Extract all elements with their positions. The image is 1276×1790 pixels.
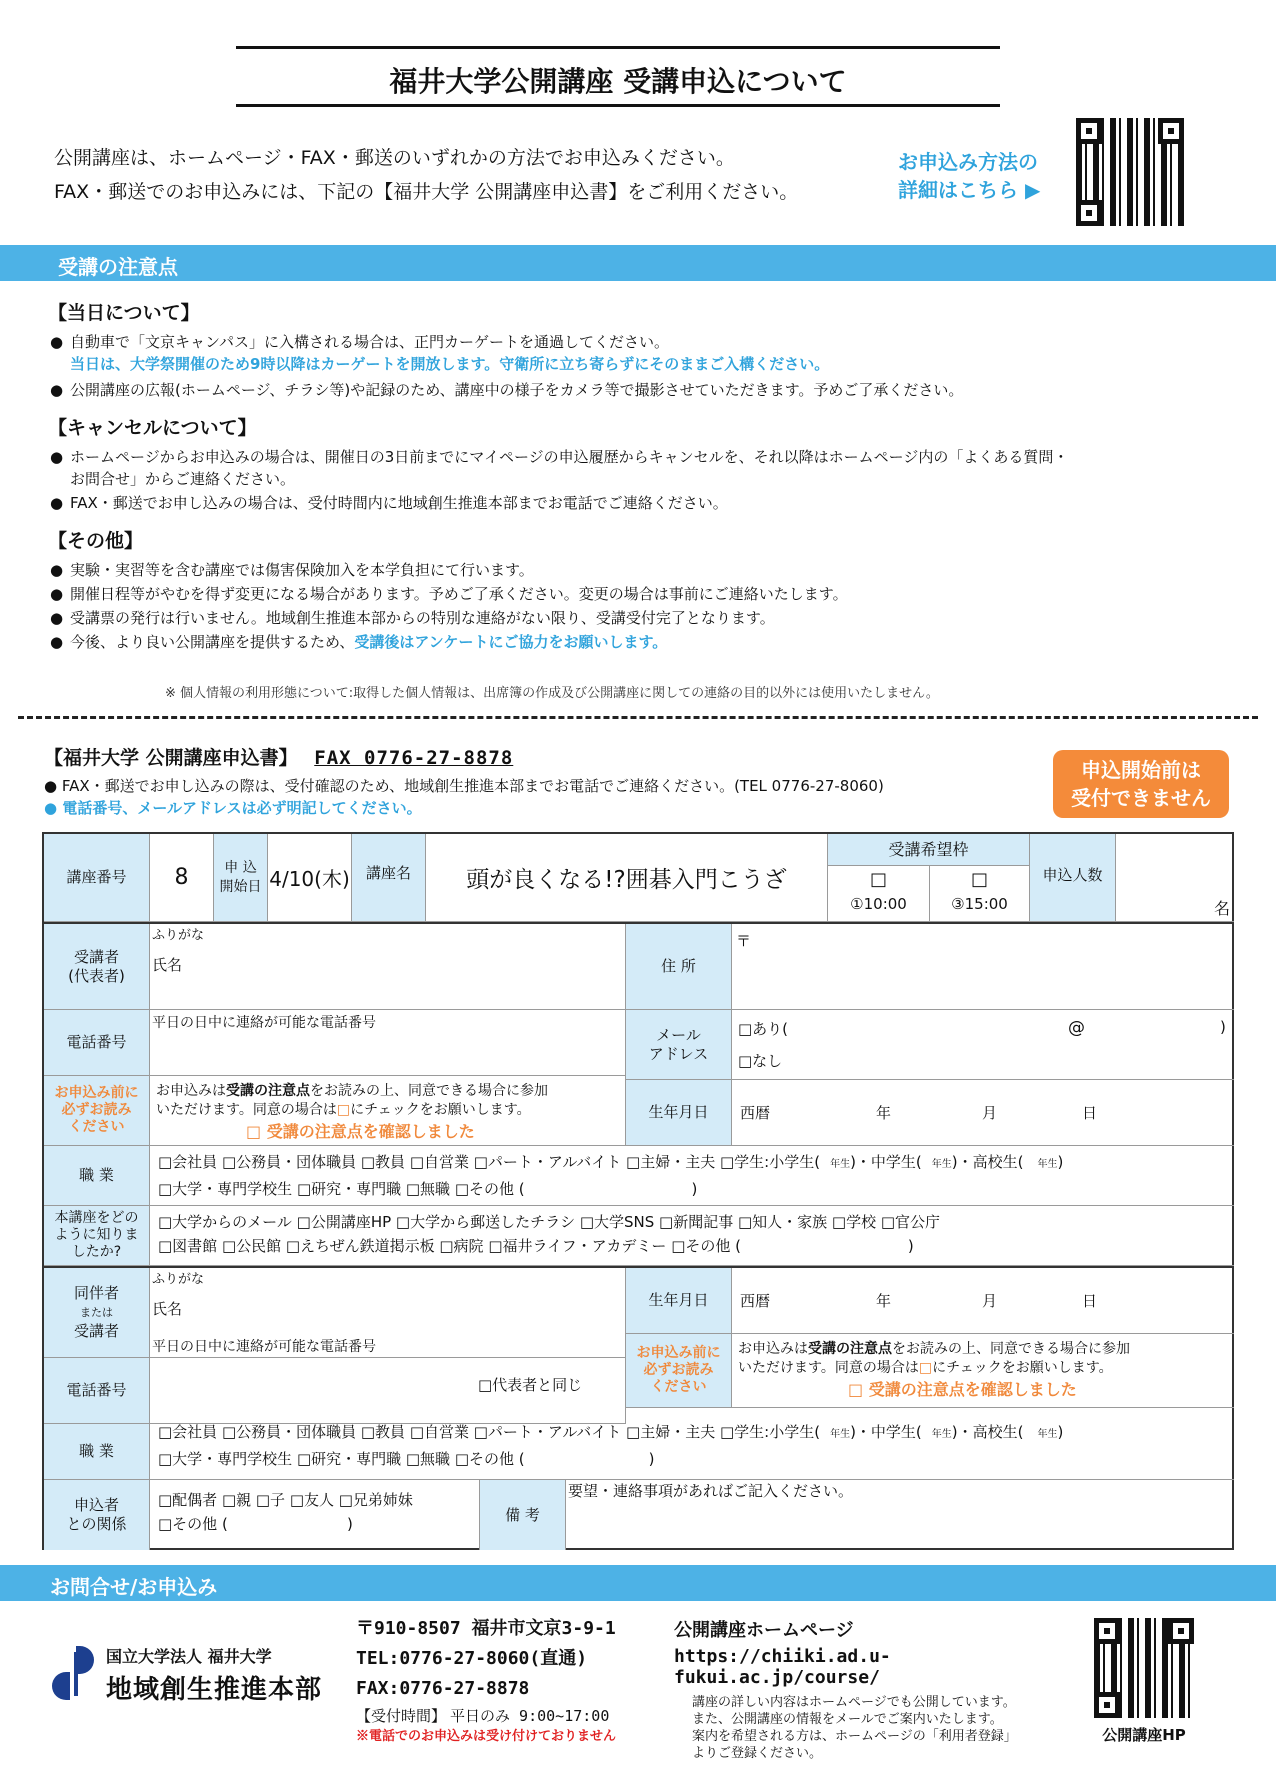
birth-day: 日 — [1082, 1104, 1098, 1122]
day-item-1-note: 当日は、大学祭開催のため9時以降はカーゲートを開放します。守衛所に立ち寄らずにそのままご入構ください。 — [70, 355, 830, 373]
not-accepted-badge — [1053, 750, 1229, 818]
contact-address: 〒910-8507 福井市文京3-9-1 — [356, 1618, 616, 1639]
count-unit: 名 — [1213, 899, 1230, 918]
application-note-2: ● 電話番号、メールアドレスは必ず明記してください。 — [44, 799, 422, 817]
source-options[interactable] — [150, 1206, 1234, 1266]
org-name — [106, 1644, 322, 1706]
birth-year: 年 — [876, 1104, 892, 1122]
companion-name: 氏名 — [152, 1300, 183, 1318]
org-line-2: 地域創生推進本部 — [106, 1675, 323, 1705]
count-value[interactable] — [1116, 834, 1234, 922]
contact-section-bar — [0, 1565, 1276, 1601]
badge-line-2: 受付できません — [1071, 786, 1211, 810]
homepage-info — [674, 1616, 1094, 1762]
phone-hint: 平日の日中に連絡が可能な電話番号 — [152, 1015, 376, 1031]
qr-finder-icon — [1094, 1618, 1120, 1644]
job-line-1: □会社員 □公務員・団体職員 □教員 □自営業 □パート・アルバイト □主婦・主夫 □学生:小学生( 年生)・中学生( 年生)・高校生( 年生) — [158, 1153, 1064, 1171]
email-label: メール アドレス — [626, 1010, 732, 1080]
source-label: 本講座をどの ように知りま したか? — [44, 1206, 150, 1266]
day-heading: 【当日について】 — [48, 302, 200, 324]
email-yes-option[interactable]: □あり( — [738, 1020, 789, 1038]
source-line-2: □図書館 □公民館 □えちぜん鉄道掲示板 □病院 □福井ライフ・アカデミー □その他 ( ) — [158, 1237, 914, 1255]
birth-month: 月 — [982, 1104, 998, 1122]
job-label: 職 業 — [44, 1146, 150, 1206]
source-line-1: □大学からのメール □公開講座HP □大学から郵送したチラシ □大学SNS □新聞記事 □知人・家族 □学校 □官公庁 — [158, 1213, 941, 1231]
remarks-label: 備 考 — [480, 1480, 566, 1550]
start-date-label: 申 込 開始日 — [214, 834, 268, 922]
birth-era: 西暦 — [740, 1104, 771, 1122]
application-notes — [44, 775, 1044, 819]
application-note-1: ● FAX・郵送でお申し込みの際は、受付確認のため、地域創生推進本部までお電話でご連絡ください。(TEL 0776-27-8060) — [44, 777, 884, 795]
name-label: 氏名 — [152, 956, 183, 974]
remarks-hint: 要望・連絡事項があればご記入ください。 — [568, 1482, 854, 1500]
application-form — [42, 832, 1234, 1550]
cancel-item-1-cont: お問合せ」からご連絡ください。 — [70, 470, 296, 488]
email-field[interactable] — [732, 1010, 1234, 1080]
other-item-4: ● 今後、より良い公開講座を提供するため、受講後はアンケートにご協力をお願いします。 — [50, 633, 668, 651]
contact-tel: TEL:0776-27-8060(直通) — [356, 1648, 588, 1669]
job-options[interactable] — [150, 1146, 1234, 1206]
email-no-option[interactable]: □なし — [738, 1052, 783, 1070]
application-title: 【福井大学 公開講座申込書】 — [44, 747, 298, 769]
course-name-label: 講座名 — [352, 834, 426, 922]
slot-2-label: ③15:00 — [951, 895, 1008, 913]
slot-1-checkbox[interactable]: □ — [869, 869, 887, 890]
course-name-value[interactable]: 頭が良くなる!?囲碁入門こうざ — [426, 834, 828, 922]
other-item-2: ● 開催日程等がやむを得ず変更になる場合があります。予めご了承ください。変更の場合は事前にご連絡いたします。 — [50, 585, 848, 603]
cancel-item-2: ● FAX・郵送でお申し込みの場合は、受付時間内に地域創生推進本部までお電話でご連絡ください。 — [50, 494, 728, 512]
intro-line-2: FAX・郵送でのお申込みには、下記の【福井大学 公開講座申込書】をご利用ください。 — [54, 181, 799, 203]
job-line-2: □大学・専門学校生 □研究・専門職 □無職 □その他 ( ) — [158, 1180, 698, 1198]
qr-finder-icon — [1076, 118, 1102, 144]
qr-link-line-2: 詳細はこちら ▶ — [898, 178, 1041, 202]
email-close: ) — [1220, 1018, 1226, 1036]
companion-furigana: ふりがな — [152, 1272, 205, 1287]
notes-section-title: 受講の注意点 — [58, 255, 178, 279]
other-item-3: ● 受講票の発行は行いません。地域創生推進本部からの特別な連絡がない限り、受講受付完了となります。 — [50, 609, 775, 627]
intro-line-1: 公開講座は、ホームページ・FAX・郵送のいずれかの方法でお申込みください。 — [54, 147, 735, 169]
companion-birth-label: 生年月日 — [626, 1268, 732, 1334]
qr-finder-icon — [1094, 1692, 1120, 1718]
remarks-field[interactable] — [566, 1480, 1234, 1550]
birth-field[interactable] — [732, 1080, 1234, 1146]
notes-body — [48, 298, 1248, 653]
cancel-item-1: ● ホームページからお申込みの場合は、開催日の3日前までにマイページの申込履歴からキャンセルを、それ以降はホームページ内の「よくある質問・ — [50, 448, 1069, 466]
homepage-url[interactable]: https://chiiki.ad.u-fukui.ac.jp/course/ — [674, 1646, 891, 1688]
start-date-value[interactable]: 4/10(木) — [268, 834, 352, 922]
applicant-name-field[interactable] — [150, 924, 626, 1010]
applicant-label: 受講者 (代表者) — [44, 924, 150, 1010]
slot-2[interactable] — [930, 866, 1030, 922]
consent-box — [150, 1076, 626, 1146]
phone-warning: ※電話でのお申込みは受け付けておりません — [356, 1729, 617, 1744]
homepage-notes: 講座の詳しい内容はホームページでも公開しています。 また、公開講座の情報をメールでご案内いたします。 案内を希望される方は、ホームページの「利用者登録」 よりご登録ください。 — [692, 1695, 1017, 1761]
course-no-value[interactable]: 8 — [150, 834, 214, 922]
birth-label: 生年月日 — [626, 1080, 732, 1146]
qr-code-icon[interactable] — [1094, 1618, 1194, 1718]
consent-checkbox[interactable]: □ 受講の注意点を確認しました — [246, 1122, 475, 1141]
address-field[interactable] — [732, 924, 1234, 1010]
slot-1-label: ①10:00 — [850, 895, 907, 913]
relation-label: 申込者 との関係 — [44, 1480, 150, 1550]
slot-label: 受講希望枠 — [828, 834, 1030, 866]
companion-consent-box: お申込みは受講の注意点をお読みの上、同意できる場合に参加 いただけます。同意の場合は□にチェックをお願いします。 □ 受講の注意点を確認しました — [732, 1334, 1234, 1408]
address-label: 住 所 — [626, 924, 732, 1010]
email-at: @ — [1068, 1018, 1085, 1038]
badge-line-1: 申込開始前は — [1081, 758, 1201, 782]
privacy-note: ※ 個人情報の利用形態について:取得した個人情報は、出席簿の作成及び公開講座に関しての連絡の目的以外には使用いたしません。 — [165, 686, 939, 701]
furigana-label: ふりがな — [152, 928, 205, 943]
qr-link-text[interactable] — [898, 148, 1058, 204]
consent-line-2: いただけます。同意の場合は□にチェックをお願いします。 — [156, 1102, 531, 1118]
contact-info — [356, 1614, 656, 1746]
qr-finder-icon — [1076, 200, 1102, 226]
qr-finder-icon — [1168, 1618, 1194, 1644]
org-line-1: 国立大学法人 福井大学 — [106, 1647, 272, 1666]
cut-line — [18, 716, 1258, 719]
page-title: 福井大学公開講座 受講申込について — [389, 65, 847, 98]
companion-phone-field[interactable]: 平日の日中に連絡が可能な電話番号 □代表者と同じ — [150, 1358, 626, 1424]
companion-job-options[interactable]: □会社員 □公務員・団体職員 □教員 □自営業 □パート・アルバイト □主婦・主夫 □学生:小学生( 年生)・中学生( 年生)・高校生( 年生) □大学・専門学校生 □研究・専門職 □無職 □その他 ( ) — [150, 1408, 1234, 1480]
qr-finder-icon — [1158, 118, 1184, 144]
cancel-heading: 【キャンセルについて】 — [48, 417, 257, 439]
must-read-label: お申込み前に 必ずお読み ください — [44, 1076, 150, 1146]
count-label: 申込人数 — [1030, 834, 1116, 922]
notes-section-bar — [0, 245, 1276, 281]
title-rule-bottom — [236, 104, 1000, 107]
application-heading — [44, 743, 513, 770]
title-rule-top — [236, 46, 1000, 49]
companion-must-read-label: お申込み前に 必ずお読み ください — [626, 1334, 732, 1408]
relation-options[interactable]: □配偶者 □親 □子 □友人 □兄弟姉妹 □その他 ( ) — [150, 1480, 480, 1550]
phone-label: 電話番号 — [44, 1010, 150, 1076]
course-no-label: 講座番号 — [44, 834, 150, 922]
qr-caption: 公開講座HP — [1102, 1726, 1186, 1744]
qr-link-line-1: お申込み方法の — [898, 150, 1038, 174]
day-item-1: ● 自動車で「文京キャンパス」に入構される場合は、正門カーゲートを通過してください。 — [50, 333, 669, 351]
companion-birth-field[interactable]: 西暦 年 月 日 — [732, 1268, 1234, 1334]
companion-phone-label: 電話番号 — [44, 1358, 150, 1424]
homepage-label: 公開講座ホームページ — [674, 1620, 854, 1641]
contact-section-title: お問合せ/お申込み — [50, 1575, 218, 1599]
postal-mark: 〒 — [736, 932, 752, 950]
application-fax: FAX 0776-27-8878 — [314, 747, 514, 769]
companion-label: 同伴者 または 受講者 — [44, 1268, 150, 1358]
university-logo-icon — [48, 1642, 98, 1704]
other-item-1: ● 実験・実習等を含む講座では傷害保険加入を本学負担にて行います。 — [50, 561, 534, 579]
qr-code-icon[interactable] — [1076, 118, 1184, 226]
intro-text — [54, 141, 894, 209]
phone-field[interactable] — [150, 1010, 626, 1076]
day-item-2: ● 公開講座の広報(ホームページ、チラシ等)や記録のため、講座中の様子をカメラ等で撮影させていただきます。予めご了承ください。 — [50, 381, 964, 399]
contact-fax: FAX:0776-27-8878 — [356, 1678, 530, 1699]
same-as-rep-checkbox[interactable]: □代表者と同じ — [478, 1376, 583, 1394]
slot-1[interactable] — [828, 866, 930, 922]
companion-job-label: 職 業 — [44, 1424, 150, 1480]
contact-hours: 【受付時間】 平日のみ 9:00~17:00 — [356, 1707, 610, 1725]
slot-2-checkbox[interactable]: □ — [970, 869, 988, 890]
other-heading: 【その他】 — [48, 530, 144, 552]
consent-line-1: お申込みは受講の注意点をお読みの上、同意できる場合に参加 — [156, 1083, 548, 1099]
companion-consent-checkbox[interactable]: □ 受講の注意点を確認しました — [848, 1380, 1077, 1399]
